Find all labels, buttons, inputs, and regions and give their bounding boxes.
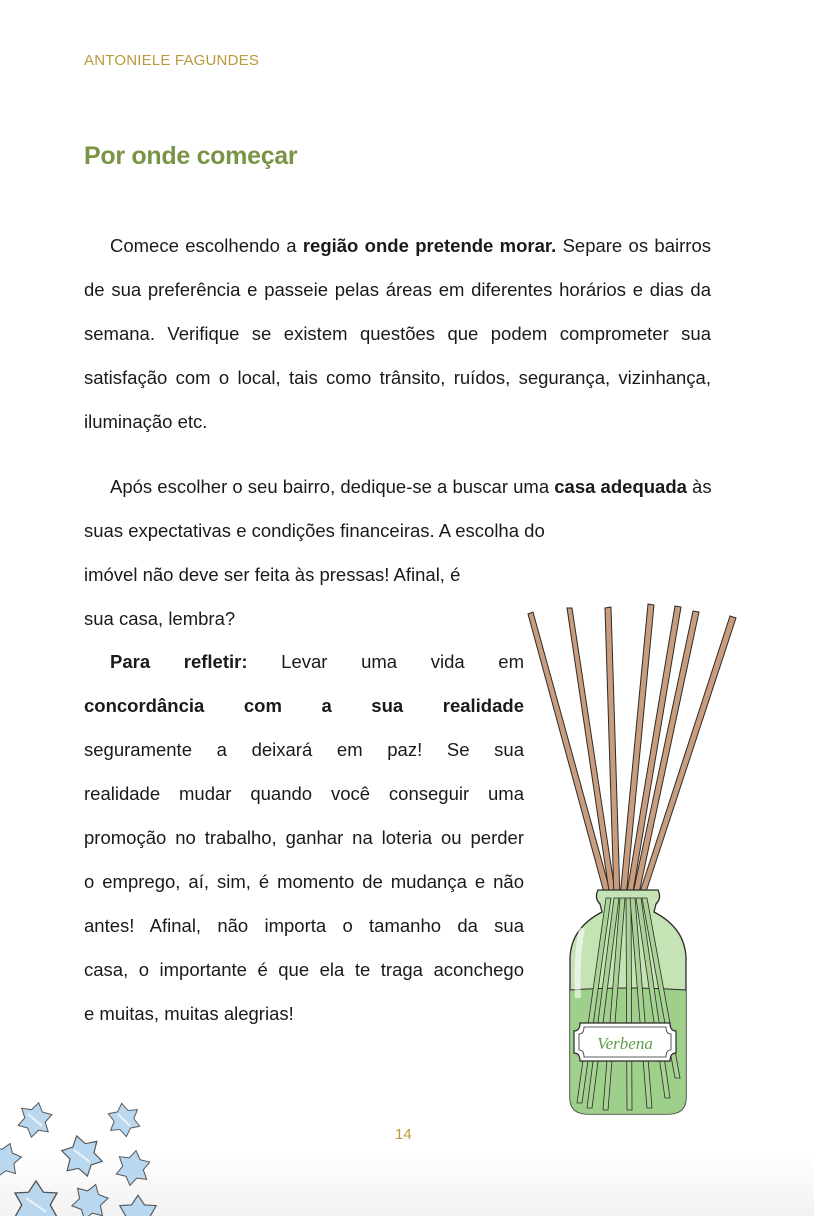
star-icon [120,1195,156,1216]
reed-sticks [528,604,736,900]
bottle-label [574,1023,676,1061]
paragraph-reflect [84,640,524,1036]
stars-image [0,1090,200,1216]
paragraph-region [84,224,711,444]
reed-diffuser-illustration [520,598,750,1118]
paragraph-line: casa, o importante é que ela te traga aconchego [84,959,524,980]
bold-emphasis: casa adequada [554,476,687,497]
paragraph-line: e muitas, muitas alegrias! [84,1003,294,1024]
bold-emphasis: concordância com a sua realidade [84,695,524,716]
section-title: Por onde começar [84,142,298,170]
decorative-stars [0,1090,200,1216]
paragraph-text: Comece escolhendo a [110,235,303,256]
paragraph-text: às [686,476,712,497]
paragraph-line [84,640,524,684]
glass-bottle [570,890,686,1114]
paragraph-text: Levar uma vida em [247,651,525,672]
running-header-author: ANTONIELE FAGUNDES [84,52,260,69]
paragraph-line: antes! Afinal, não importa o tamanho da sua [84,915,524,936]
bottle-label-text: Verbena [597,1034,653,1053]
page-number: 14 [395,1126,412,1143]
paragraph-line: o emprego, aí, sim, é momento de mudança e não [84,871,524,892]
paragraph-line: realidade mudar quando você conseguir uma [84,783,524,804]
paragraph-line: sua casa, lembra? [84,608,236,629]
star-icon [0,1138,24,1182]
paragraph-line: seguramente a deixará em paz! Se sua [84,739,524,760]
paragraph-text: Separe os bairros de sua preferência e passeie pelas áreas em diferentes horários e dias da semana. Verifique se existem questões que podem comprometer sua satisfação com o local, tais como trânsito, ruídos, segurança, vizinhança, iluminação etc. [84,235,711,432]
star-icon [69,1180,111,1216]
paragraph-line: suas expectativas e condições financeiras. A escolha do [84,520,545,541]
star-icon [15,1181,57,1216]
paragraph-line [84,465,711,509]
paragraph-line: imóvel não deve ser feita às pressas! Afinal, é [84,564,461,585]
bold-emphasis: região onde pretende morar. [302,235,557,256]
star-icon [115,1148,151,1188]
paragraph-text: Após escolher o seu bairro, dedique-se a buscar uma [110,476,555,497]
reflect-label: Para refletir: [110,651,248,672]
reed-diffuser-image [520,598,750,1118]
paragraph-line: promoção no trabalho, ganhar na loteria ou perder [84,827,524,848]
